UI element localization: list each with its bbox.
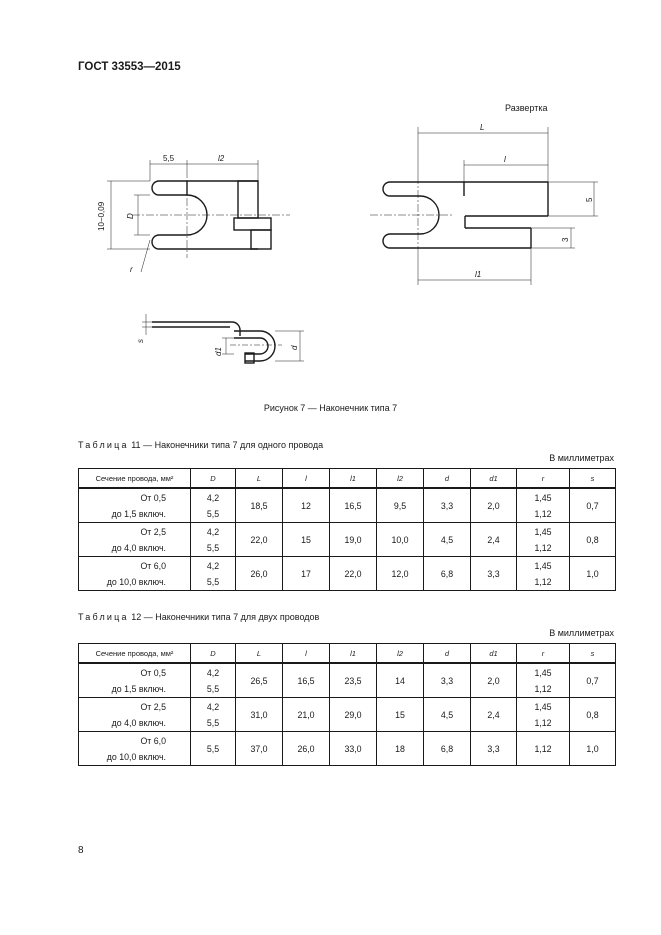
table11-header-7: d1 (471, 469, 517, 489)
table-row (79, 732, 616, 766)
table12-units: В миллиметрах (549, 628, 614, 638)
cell-line: От 6,0 (140, 560, 166, 571)
cell-line: 1,45 (534, 667, 552, 678)
table12-title (78, 612, 319, 622)
cell-line: 1,12 (534, 576, 552, 587)
table12-cell-L: 37,0 (236, 732, 283, 766)
cell-line: 5,5 (206, 683, 220, 694)
table12-cell-d: 4,5 (424, 698, 471, 732)
table11-cell-l1: 16,5 (330, 488, 377, 523)
dim-d1: d1 (214, 347, 223, 356)
cell-line: до 10,0 включ. (106, 576, 166, 587)
table11-cell-r (517, 523, 570, 557)
table12-header-0: Сечение провода, мм² (79, 644, 191, 664)
table-row (79, 523, 616, 557)
table11-cell-r (517, 557, 570, 591)
table12-cell-l2: 18 (377, 732, 424, 766)
cell-line: От 2,5 (140, 526, 166, 537)
table-row (79, 488, 616, 523)
document-header: ГОСТ 33553—2015 (78, 61, 181, 73)
table11-cell-s: 0,8 (570, 523, 616, 557)
table12-header-8: r (517, 644, 570, 664)
dim-l: l (504, 155, 506, 164)
table12-cell-D (191, 698, 236, 732)
table12-cell-section (79, 698, 191, 732)
table11-cell-d1: 2,4 (471, 523, 517, 557)
cell-line: 1,12 (534, 542, 552, 553)
dim-l2: l2 (218, 154, 225, 163)
table11-cell-l: 12 (283, 488, 330, 523)
table11-cell-L: 18,5 (236, 488, 283, 523)
lug-front-view (152, 181, 271, 249)
table11-units: В миллиметрах (549, 453, 614, 463)
table12-cell-d: 3,3 (424, 663, 471, 698)
table11-cell-l2: 12,0 (377, 557, 424, 591)
cell-line: 1,12 (534, 508, 552, 519)
technical-drawing (0, 0, 661, 400)
table12-cell-d1: 3,3 (471, 732, 517, 766)
table12-cell-l: 21,0 (283, 698, 330, 732)
table11-cell-d: 3,3 (424, 488, 471, 523)
table11-cell-l2: 9,5 (377, 488, 424, 523)
lug-side-dimensions (142, 314, 304, 361)
table12-cell-D: 5,5 (191, 732, 236, 766)
table11-cell-D (191, 488, 236, 523)
cell-line: до 1,5 включ. (111, 683, 166, 694)
table11-header-2: L (236, 469, 283, 489)
table11-cell-D (191, 523, 236, 557)
table12-header-1: D (191, 644, 236, 664)
table12-cell-d1: 2,0 (471, 663, 517, 698)
table12-header-7: d1 (471, 644, 517, 664)
figure-caption: Рисунок 7 — Наконечник типа 7 (263, 403, 398, 413)
table-row (79, 663, 616, 698)
table11-cell-d: 6,8 (424, 557, 471, 591)
table12-header-5: l2 (377, 644, 424, 664)
table11-header-6: d (424, 469, 471, 489)
table12-cell-r (517, 698, 570, 732)
dim-d: d (290, 345, 299, 350)
table12-number: 12 (131, 612, 142, 622)
table12-cell-l: 16,5 (283, 663, 330, 698)
table11-cell-s: 1,0 (570, 557, 616, 591)
dim-5: 5 (585, 197, 594, 202)
table12-cell-l2: 15 (377, 698, 424, 732)
table12-cell-l1: 33,0 (330, 732, 377, 766)
table12 (78, 643, 616, 766)
table11-cell-section (79, 488, 191, 523)
cell-line: 4,2 (206, 560, 220, 571)
table12-header-4: l1 (330, 644, 377, 664)
cell-line: 4,2 (206, 526, 220, 537)
table12-header-9: s (570, 644, 616, 664)
table11-cell-L: 22,0 (236, 523, 283, 557)
table12-cell-L: 31,0 (236, 698, 283, 732)
table12-cell-r (517, 663, 570, 698)
table12-header-2: L (236, 644, 283, 664)
table12-cell-section (79, 732, 191, 766)
table12-cell-s: 0,7 (570, 663, 616, 698)
table11-header-3: l (283, 469, 330, 489)
cell-line: 1,45 (534, 701, 552, 712)
lug-unfolded-dimensions (418, 127, 598, 285)
cell-line: 5,5 (206, 717, 220, 728)
table12-cell-section (79, 663, 191, 698)
table12-cell-s: 1,0 (570, 732, 616, 766)
table11-cell-L: 26,0 (236, 557, 283, 591)
cell-line: 4,2 (206, 492, 220, 503)
lug-front-centerline (132, 170, 290, 258)
table12-cell-D (191, 663, 236, 698)
table12-label: Таблица (78, 612, 129, 622)
table-row (79, 698, 616, 732)
table11-header-1: D (191, 469, 236, 489)
table11-caption: — Наконечники типа 7 для одного провода (143, 440, 324, 450)
cell-line: 1,45 (534, 526, 552, 537)
cell-line: 1,45 (534, 492, 552, 503)
table12-cell-r: 1,12 (517, 732, 570, 766)
cell-line: 1,12 (534, 683, 552, 694)
table11-cell-section (79, 523, 191, 557)
dim-r: r (130, 265, 133, 274)
cell-line: до 4,0 включ. (111, 717, 166, 728)
table11-number: 11 (131, 440, 141, 450)
dim-l1: l1 (475, 270, 482, 279)
table11-cell-r (517, 488, 570, 523)
table11-cell-l2: 10,0 (377, 523, 424, 557)
lug-unfolded-view (383, 182, 548, 248)
table12-cell-l2: 14 (377, 663, 424, 698)
dim-5-5: 5,5 (163, 154, 175, 163)
cell-line: От 0,5 (140, 492, 166, 503)
table11-header-8: r (517, 469, 570, 489)
table12-header-6: d (424, 644, 471, 664)
table12-cell-l1: 23,5 (330, 663, 377, 698)
table11-cell-section (79, 557, 191, 591)
table12-cell-l: 26,0 (283, 732, 330, 766)
table11-cell-d: 4,5 (424, 523, 471, 557)
cell-line: до 4,0 включ. (111, 542, 166, 553)
table11-cell-l: 15 (283, 523, 330, 557)
table11-header-5: l2 (377, 469, 424, 489)
cell-line: до 10,0 включ. (106, 751, 166, 762)
dim-tolerance: 10−0,09 (97, 201, 106, 231)
dim-3: 3 (561, 237, 570, 242)
table11-cell-d1: 2,0 (471, 488, 517, 523)
table12-cell-s: 0,8 (570, 698, 616, 732)
table11-header-0: Сечение провода, мм² (79, 469, 191, 489)
cell-line: 5,5 (206, 508, 220, 519)
cell-line: От 0,5 (140, 667, 166, 678)
table11-cell-D (191, 557, 236, 591)
table12-cell-L: 26,5 (236, 663, 283, 698)
dim-L: L (480, 123, 485, 132)
table12-cell-d1: 2,4 (471, 698, 517, 732)
cell-line: 5,5 (206, 542, 220, 553)
table12-cell-d: 6,8 (424, 732, 471, 766)
table11 (78, 468, 616, 591)
dim-s: s (136, 339, 145, 343)
cell-line: 5,5 (206, 576, 220, 587)
table-row (79, 557, 616, 591)
cell-line: до 1,5 включ. (111, 508, 166, 519)
table11-cell-l1: 19,0 (330, 523, 377, 557)
cell-line: 4,2 (206, 667, 220, 678)
cell-line: 1,45 (534, 560, 552, 571)
table11-cell-d1: 3,3 (471, 557, 517, 591)
dim-D: D (126, 213, 135, 219)
page-number: 8 (78, 845, 84, 856)
table12-cell-l1: 29,0 (330, 698, 377, 732)
table11-title (78, 440, 323, 450)
table11-cell-s: 0,7 (570, 488, 616, 523)
table11-label: Таблица (78, 440, 129, 450)
table11-cell-l1: 22,0 (330, 557, 377, 591)
cell-line: 1,12 (534, 717, 552, 728)
table11-header-9: s (570, 469, 616, 489)
cell-line: 4,2 (206, 701, 220, 712)
table11-header-4: l1 (330, 469, 377, 489)
table11-cell-l: 17 (283, 557, 330, 591)
cell-line: От 2,5 (140, 701, 166, 712)
cell-line: От 6,0 (140, 735, 166, 746)
unfold-label: Развертка (505, 103, 548, 113)
table12-header-3: l (283, 644, 330, 664)
table12-caption: — Наконечники типа 7 для двух проводов (143, 612, 320, 622)
